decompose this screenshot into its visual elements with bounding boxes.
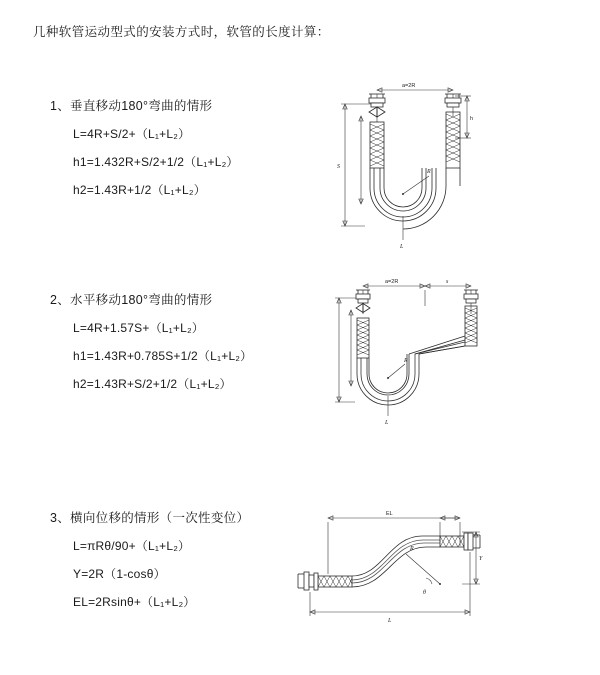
page-title: 几种软管运动型式的安装方式时，软管的长度计算： <box>33 25 330 39</box>
section-1-heading: 1、垂直移动180°弯曲的情形 <box>50 99 213 113</box>
svg-text:L: L <box>400 244 404 250</box>
svg-text:a=2R: a=2R <box>385 279 399 285</box>
section-3-text <box>50 508 300 610</box>
section-2-formula-1: L=4R+1.57S+（L₁+L₂） <box>73 321 205 335</box>
svg-text:R: R <box>410 546 414 552</box>
section-2-text <box>50 290 300 392</box>
vertical-180-bend-diagram <box>305 76 495 266</box>
section-1-formula-1: L=4R+S/2+（L₁+L₂） <box>73 127 191 141</box>
svg-text:S: S <box>337 164 340 170</box>
section-3-formula-2: Y=2R（1-cosθ） <box>73 567 166 581</box>
svg-text:s: s <box>446 279 449 285</box>
section-1-text <box>50 96 300 198</box>
lateral-displacement-diagram <box>290 500 500 640</box>
section-1-formula-2: h1=1.432R+S/2+1/2（L₁+L₂） <box>73 155 239 169</box>
section-3-formula-1: L=πRθ/90+（L₁+L₂） <box>73 539 191 553</box>
svg-text:R: R <box>404 358 408 364</box>
svg-text:L: L <box>385 420 389 426</box>
section-2-formula-3: h2=1.43R+S/2+1/2（L₁+L₂） <box>73 377 232 391</box>
svg-text:EL: EL <box>386 511 393 517</box>
section-3-heading: 3、横向位移的情形（一次性变位） <box>50 511 250 525</box>
horizontal-180-bend-diagram <box>305 270 495 450</box>
section-2-formula-2: h1=1.43R+0.785S+1/2（L₁+L₂） <box>73 349 253 363</box>
section-2-heading: 2、水平移动180°弯曲的情形 <box>50 293 213 307</box>
svg-text:h: h <box>470 116 474 122</box>
section-1-formula-3: h2=1.43R+1/2（L₁+L₂） <box>73 183 206 197</box>
svg-text:L: L <box>388 618 392 624</box>
svg-text:Y: Y <box>479 556 483 562</box>
svg-text:R: R <box>427 169 431 175</box>
svg-text:a=2R: a=2R <box>402 83 416 89</box>
section-3-formula-3: EL=2Rsinθ+（L₁+L₂） <box>73 595 196 609</box>
svg-text:θ: θ <box>423 590 426 596</box>
